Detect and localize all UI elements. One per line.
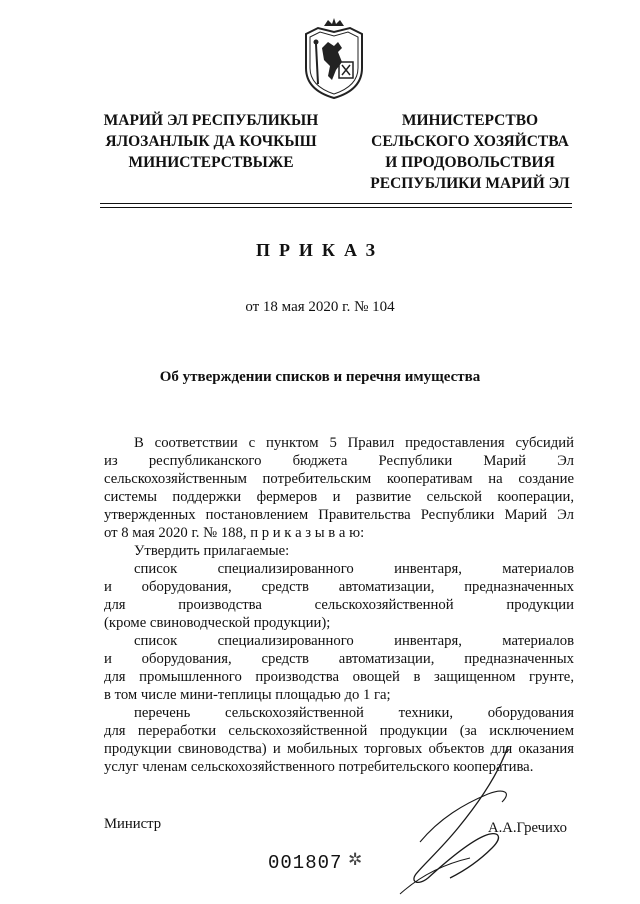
- body-line: список специализированного инвентаря, материалов: [134, 561, 574, 577]
- body-line: сельскохозяйственным потребительским кооперативам на создание: [104, 471, 574, 487]
- body-line: и оборудования, средств автоматизации, предназначенных: [104, 579, 574, 595]
- signatory-role: Министр: [104, 816, 162, 832]
- header-left-line: МАРИЙ ЭЛ РЕСПУБЛИКЫН: [103, 112, 319, 129]
- coat-of-arms-icon: [298, 18, 370, 100]
- body-line: (кроме свиноводческой продукции);: [104, 615, 331, 631]
- document-date-number: от 18 мая 2020 г. № 104: [245, 299, 395, 315]
- body-line: В соответствии с пунктом 5 Правил предоставления субсидий: [134, 435, 574, 451]
- serial-number: 001807: [268, 852, 343, 874]
- document-subject: Об утверждении списков и перечня имущества: [159, 369, 481, 385]
- body-line: из республиканского бюджета Республики Марий Эл: [104, 453, 574, 469]
- ministry-name-mari: [90, 110, 332, 173]
- body-line: утвержденных постановлением Правительства Республики Марий Эл: [104, 507, 574, 523]
- body-line: услуг членам сельскохозяйственного потребительского кооператива.: [104, 759, 534, 775]
- signatory-name: А.А.Гречихо: [488, 820, 567, 836]
- header-left-line: МИНИСТЕРСТВЫЖЕ: [128, 154, 294, 171]
- body-line: список специализированного инвентаря, материалов: [134, 633, 574, 649]
- header-left-line: ЯЛОЗАНЛЫК ДА КОЧКЫШ: [105, 133, 317, 150]
- body-line: для производства сельскохозяйственной продукции: [104, 597, 574, 613]
- header-rule-bottom: [100, 207, 572, 208]
- ministry-name-russian: [350, 110, 590, 194]
- body-line: перечень сельскохозяйственной техники, оборудования: [134, 705, 574, 721]
- body-line: и оборудования, средств автоматизации, предназначенных: [104, 651, 574, 667]
- body-line: от 8 мая 2020 г. № 188, п р и к а з ы в а ю:: [104, 525, 365, 541]
- star-icon: ✲: [348, 850, 363, 869]
- header-right-line: МИНИСТЕРСТВО: [401, 112, 539, 129]
- body-line: для переработки сельскохозяйственной продукции (за исключением: [104, 723, 574, 739]
- header-right-line: РЕСПУБЛИКИ МАРИЙ ЭЛ: [370, 175, 570, 192]
- body-line: Утвердить прилагаемые:: [134, 543, 290, 559]
- header-rule-top: [100, 203, 572, 204]
- document-title: ПРИКАЗ: [255, 240, 385, 260]
- header-right-line: И ПРОДОВОЛЬСТВИЯ: [385, 154, 555, 171]
- body-line: продукции свиноводства) и мобильных торговых объектов для оказания: [104, 741, 574, 757]
- body-line: в том числе мини-теплицы площадью до 1 га;: [104, 687, 391, 703]
- header-right-line: СЕЛЬСКОГО ХОЗЯЙСТВА: [371, 133, 569, 150]
- body-line: системы поддержки фермеров и развитие сельской кооперации,: [104, 489, 574, 505]
- body-line: для промышленного производства овощей в защищенном грунте,: [104, 669, 574, 685]
